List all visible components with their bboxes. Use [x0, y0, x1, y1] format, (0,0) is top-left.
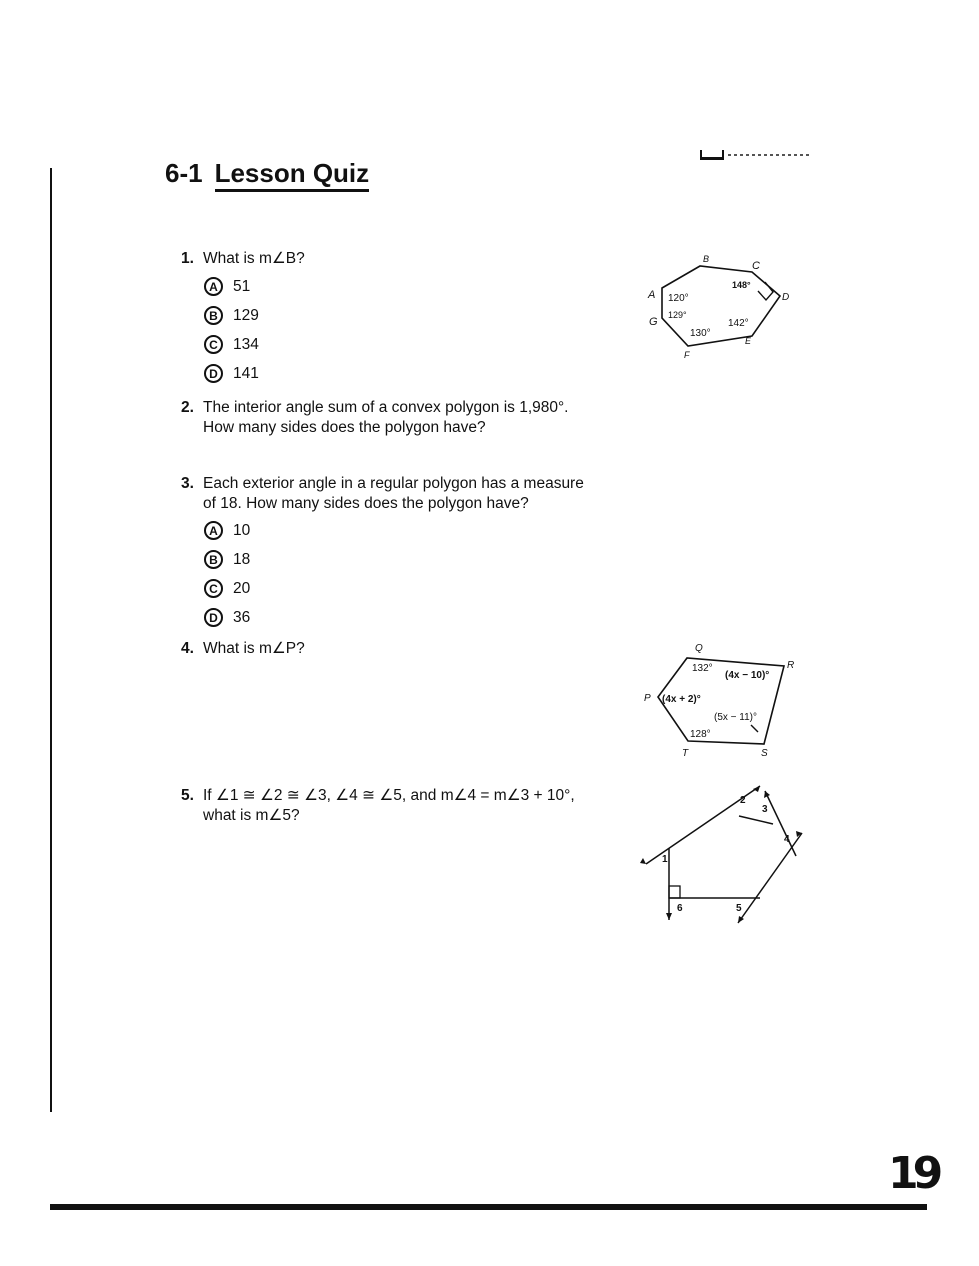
question-5: [181, 786, 575, 826]
choice-c[interactable]: [204, 330, 259, 359]
vertex-label-r: R: [787, 660, 795, 671]
handwritten-page-number: 19: [888, 1148, 938, 1199]
angle-label-q: 132°: [692, 663, 713, 674]
question-text-line-2: what is m∠5?: [203, 807, 300, 824]
arrowhead: [666, 913, 672, 920]
right-angle-mark: [669, 886, 680, 898]
bubble-d[interactable]: D: [204, 608, 223, 627]
corner-dots: [728, 154, 810, 156]
choice-value: 51: [233, 277, 251, 295]
question-text: What is m∠P?: [203, 640, 305, 657]
choice-b[interactable]: [204, 545, 250, 574]
vertex-label-d: D: [782, 292, 790, 303]
choice-value: 141: [233, 364, 259, 382]
vertex-label-q: Q: [695, 643, 703, 654]
vertex-label-t: T: [682, 748, 689, 759]
angle-label-t: 128°: [690, 729, 711, 740]
angle-label-f: 130°: [690, 328, 711, 339]
vertex-label-c: C: [752, 260, 760, 272]
vertex-label-s: S: [761, 748, 768, 759]
question-text: What is m∠B?: [203, 250, 305, 267]
bubble-b[interactable]: B: [204, 550, 223, 569]
choice-d[interactable]: [204, 603, 250, 632]
choice-d[interactable]: [204, 359, 259, 388]
bubble-b[interactable]: B: [204, 306, 223, 325]
page-title: [165, 158, 369, 189]
bubble-c[interactable]: C: [204, 335, 223, 354]
question-1-choices: [204, 272, 259, 388]
exterior-angles-figure: [636, 778, 816, 928]
vertex-label-g: G: [649, 316, 658, 328]
arrowhead: [640, 858, 646, 864]
angle-label-3: 3: [762, 804, 768, 815]
question-number: 5.: [181, 787, 194, 804]
question-number: 3.: [181, 475, 194, 492]
lesson-number: 6-1: [165, 158, 203, 188]
scan-edge-bottom: [50, 1204, 927, 1210]
angle-label-a: 120°: [668, 293, 689, 304]
choice-value: 10: [233, 521, 251, 539]
question-1: [181, 249, 305, 269]
corner-mark: [700, 150, 724, 160]
choice-a[interactable]: [204, 516, 250, 545]
question-text-line-1: If ∠1 ≅ ∠2 ≅ ∠3, ∠4 ≅ ∠5, and m∠4 = m∠3 + 10°,: [203, 787, 575, 804]
arrowhead: [764, 791, 770, 798]
question-number: 4.: [181, 640, 194, 657]
choice-value: 20: [233, 579, 251, 597]
angle-label-c: 148°: [732, 280, 751, 290]
angle-label-g: 129°: [668, 310, 687, 320]
bubble-c[interactable]: C: [204, 579, 223, 598]
heptagon-figure: [640, 248, 800, 368]
angle-label-p: (4x + 2)°: [662, 694, 701, 705]
angle-label-6: 6: [677, 903, 683, 914]
vertex-label-e: E: [745, 336, 752, 346]
question-text-line-1: Each exterior angle in a regular polygon has a measure: [203, 475, 584, 492]
bubble-a[interactable]: A: [204, 521, 223, 540]
angle-label-4: 4: [784, 834, 790, 845]
vertex-label-b: B: [703, 254, 710, 264]
choice-a[interactable]: [204, 272, 259, 301]
angle-label-s: (5x − 11)°: [714, 712, 757, 723]
choice-value: 36: [233, 608, 251, 626]
angle-label-5: 5: [736, 903, 742, 914]
bubble-a[interactable]: A: [204, 277, 223, 296]
vertex-label-f: F: [684, 350, 690, 360]
question-text-line-1: The interior angle sum of a convex polygon is 1,980°.: [203, 399, 569, 416]
choice-value: 129: [233, 306, 259, 324]
extended-side: [738, 833, 802, 923]
bubble-d[interactable]: D: [204, 364, 223, 383]
angle-label-1: 1: [662, 854, 668, 865]
scan-edge-left: [50, 168, 52, 1112]
choice-c[interactable]: [204, 574, 250, 603]
question-3: [181, 474, 584, 514]
question-4: [181, 639, 305, 659]
choice-value: 134: [233, 335, 259, 353]
angle-label-e: 142°: [728, 318, 749, 329]
question-3-choices: [204, 516, 250, 632]
angle-pointer: [751, 725, 758, 732]
question-text-line-2: How many sides does the polygon have?: [203, 419, 486, 436]
lesson-title: Lesson Quiz: [215, 158, 370, 192]
question-number: 1.: [181, 250, 194, 267]
vertex-label-a: A: [648, 289, 656, 301]
heptagon-shape: [662, 266, 780, 346]
vertex-label-p: P: [644, 693, 651, 704]
choice-b[interactable]: [204, 301, 259, 330]
right-angle-mark: [758, 282, 773, 300]
polygon-side: [739, 816, 773, 824]
question-2: [181, 398, 569, 438]
question-number: 2.: [181, 399, 194, 416]
choice-value: 18: [233, 550, 251, 568]
pentagon-figure: [640, 638, 810, 762]
question-text-line-2: of 18. How many sides does the polygon have?: [203, 495, 529, 512]
angle-label-2: 2: [740, 795, 746, 806]
angle-label-r: (4x − 10)°: [725, 670, 770, 681]
arrowhead: [753, 786, 760, 792]
